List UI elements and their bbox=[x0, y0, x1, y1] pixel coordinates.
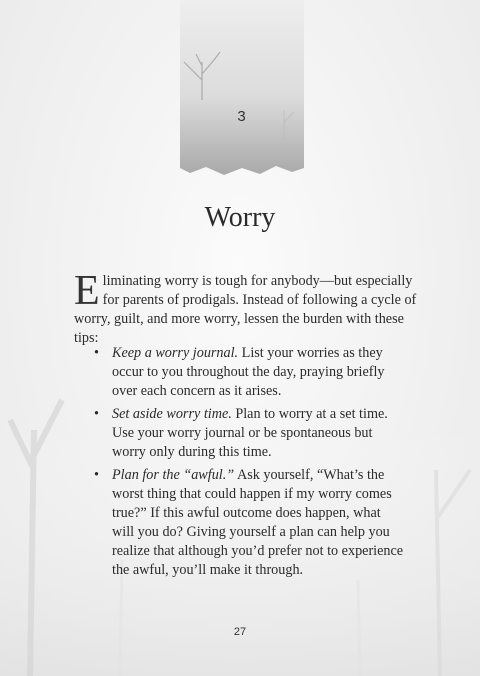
list-item bbox=[94, 466, 404, 580]
chapter-number: 3 bbox=[237, 108, 247, 125]
tip-body: List your worries as they occur to you throughout the day, praying briefly over each concern as it arises. bbox=[112, 345, 385, 399]
tip-heading: Set aside worry time. bbox=[112, 406, 232, 422]
chapter-title: Worry bbox=[204, 202, 276, 233]
bullet-icon: • bbox=[94, 467, 99, 483]
tip-body: Plan to worry at a set time. Use your worry journal or be spontaneous but worry only during this time. bbox=[112, 406, 388, 460]
tip-heading: Plan for the “awful.” bbox=[112, 467, 235, 483]
chapter-banner-image bbox=[180, 0, 304, 178]
intro-text: liminating worry is tough for anybody—but especially for parents of prodigals. Instead of following a cycle of worry, guilt, and more worry, lessen the burden with these tips: bbox=[74, 273, 417, 346]
tip-body: Ask yourself, “What’s the worst thing that could happen if my worry comes true?” If this awful outcome does happen, what will you do? Giving yourself a plan can help you realize that although you’d prefer not to experience the awful, you’ll make it through. bbox=[112, 467, 404, 578]
bullet-icon: • bbox=[94, 345, 99, 361]
tips-list bbox=[94, 344, 404, 584]
intro-paragraph bbox=[74, 268, 424, 348]
bullet-icon: • bbox=[94, 406, 99, 422]
list-item bbox=[94, 405, 404, 462]
list-item bbox=[94, 344, 404, 401]
page-number: 27 bbox=[233, 626, 247, 638]
tip-heading: Keep a worry journal. bbox=[112, 345, 239, 361]
drop-cap: E bbox=[74, 268, 100, 314]
